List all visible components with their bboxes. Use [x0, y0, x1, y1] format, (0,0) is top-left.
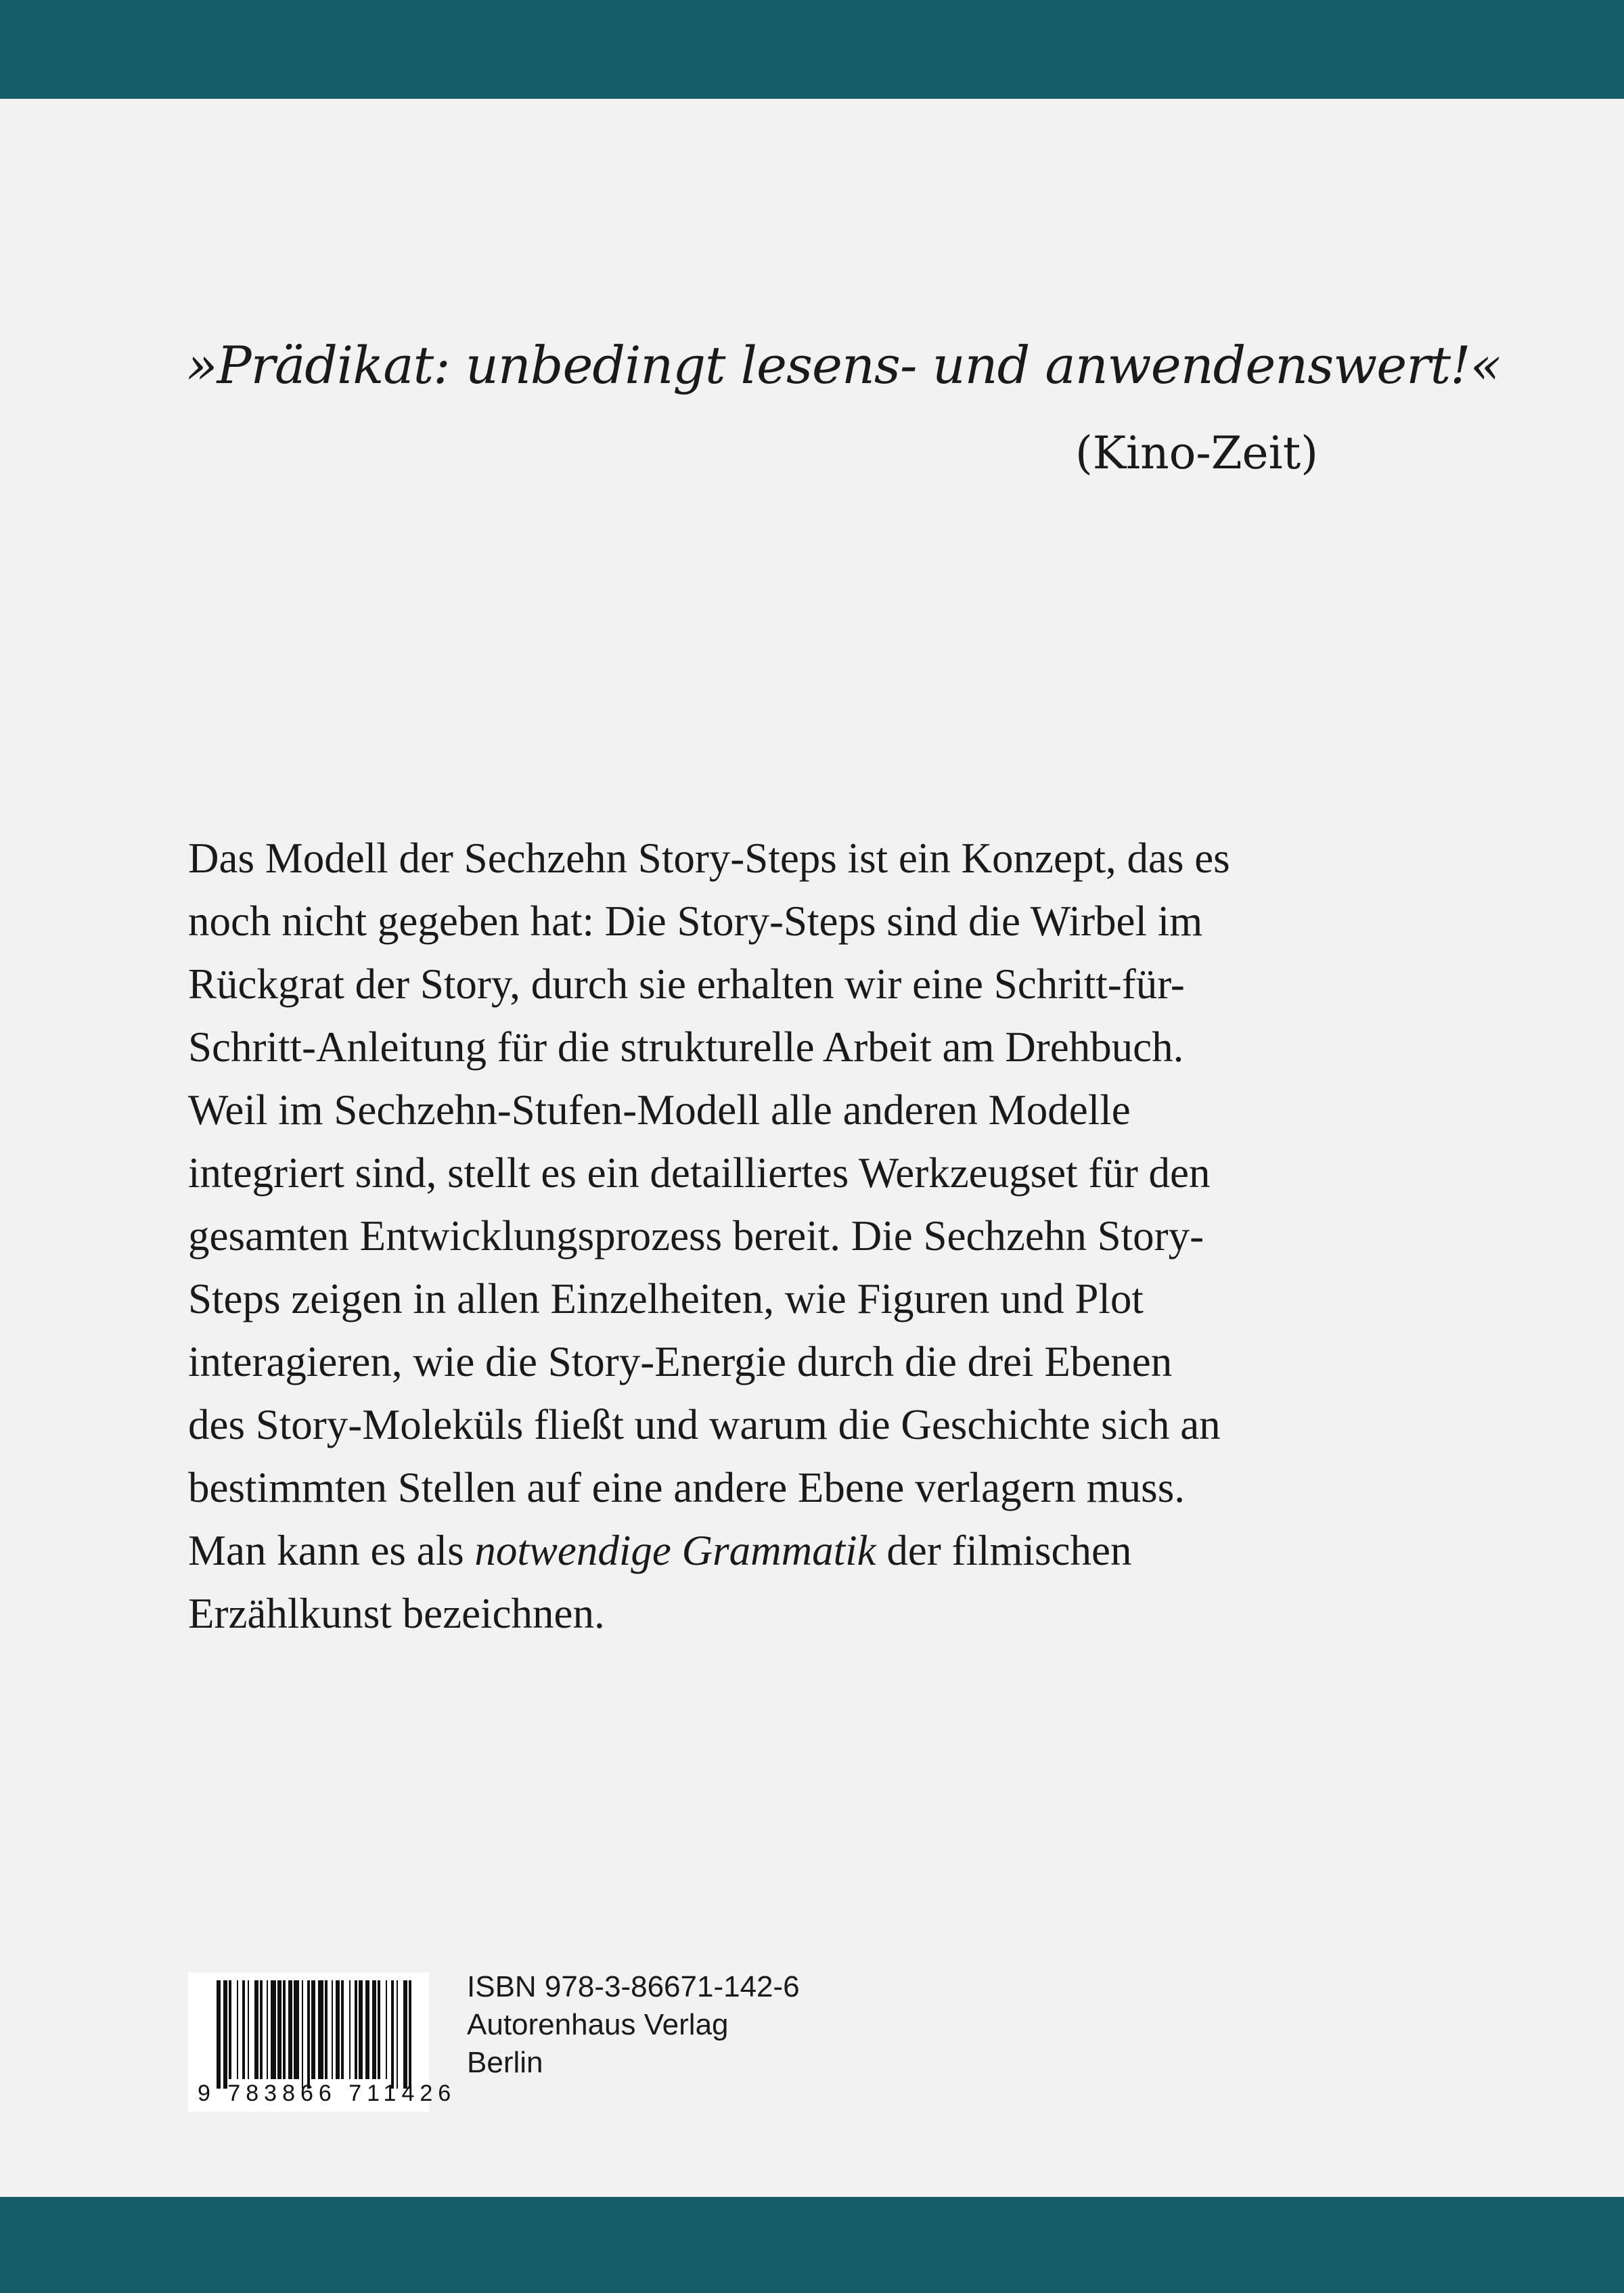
blurb-line: des Story-Moleküls fließt und warum die Geschichte sich an: [188, 1401, 1221, 1448]
publisher-name: Autorenhaus Verlag: [467, 2008, 729, 2041]
barcode-bar: [288, 1980, 292, 2079]
blurb-line: [188, 1519, 1352, 1582]
barcode-bar: [237, 1980, 238, 2079]
barcode-bar: [302, 1980, 303, 2089]
blurb-line: Das Modell der Sechzehn Story-Steps ist ein Konzept, das es: [188, 834, 1230, 882]
review-source: (Kino-Zeit): [1075, 427, 1318, 479]
top-color-band: [0, 0, 1624, 99]
barcode-bar: [229, 1980, 231, 2079]
blurb-text: [188, 827, 1352, 1645]
barcode-bar: [397, 1980, 398, 2089]
blurb-text-segment: der filmischen: [876, 1527, 1132, 1574]
barcode-bar: [217, 1980, 221, 2089]
blurb-line: integriert sind, stellt es ein detailliertes Werkzeugset für den: [188, 1149, 1211, 1197]
barcode-bar: [294, 1980, 299, 2079]
barcode-bar: [283, 1980, 286, 2079]
publisher-info: [467, 1968, 800, 2082]
barcode-bar: [267, 1980, 268, 2079]
blurb-line: Erzählkunst bezeichnen.: [188, 1590, 605, 1637]
barcode-bar: [409, 1980, 411, 2089]
barcode-bar: [372, 1980, 376, 2079]
barcode-bar: [260, 1980, 263, 2079]
blurb-line: gesamten Entwicklungsprozess bereit. Die Sechzehn Story-: [188, 1212, 1204, 1260]
barcode-bar: [391, 1980, 394, 2089]
barcode-bar: [277, 1980, 281, 2079]
barcode-bar: [223, 1980, 227, 2089]
blurb-line: Schritt-Anleitung für die strukturelle Arbeit am Drehbuch.: [188, 1023, 1184, 1071]
barcode-bar: [271, 1980, 276, 2079]
barcode-bar: [359, 1980, 363, 2079]
barcode: [188, 1972, 457, 2112]
blurb-line: bestimmten Stellen auf eine andere Ebene verlagern muss.: [188, 1464, 1185, 1511]
barcode-bar: [332, 1980, 333, 2079]
barcode-bar: [386, 1980, 387, 2079]
barcode-bar: [365, 1980, 369, 2079]
review-quote: »Prädikat: unbedingt lesens- und anwendenswert!«: [186, 335, 1502, 395]
barcode-bar: [341, 1980, 344, 2079]
blurb-text-segment: Man kann es als: [188, 1527, 475, 1574]
blurb-line: interagieren, wie die Story-Energie durch die drei Ebenen: [188, 1338, 1173, 1385]
barcode-bar: [325, 1980, 328, 2079]
blurb-line: Rückgrat der Story, durch sie erhalten wir eine Schritt-für-: [188, 960, 1185, 1008]
barcode-bar: [318, 1980, 323, 2079]
isbn: ISBN 978-3-86671-142-6: [467, 1970, 800, 2003]
barcode-bar: [403, 1980, 407, 2089]
barcode-bar: [355, 1980, 357, 2079]
publisher-city: Berlin: [467, 2046, 543, 2079]
barcode-bar: [307, 1980, 310, 2089]
blurb-line: noch nicht gegeben hat: Die Story-Steps sind die Wirbel im: [188, 897, 1203, 945]
barcode-bar: [254, 1980, 258, 2079]
blurb-emphasis: notwendige Grammatik: [474, 1527, 876, 1574]
barcode-digits: 9 783866 711426: [198, 2080, 457, 2106]
bottom-color-band: [0, 2197, 1624, 2293]
barcode-bar: [311, 1980, 315, 2079]
blurb-line: Steps zeigen in allen Einzelheiten, wie Figuren und Plot: [188, 1275, 1144, 1322]
barcode-bar: [242, 1980, 245, 2079]
barcode-bar: [336, 1980, 340, 2079]
barcode-bar: [378, 1980, 380, 2079]
barcode-bar: [248, 1980, 249, 2079]
blurb-line: Weil im Sechzehn-Stufen-Modell alle anderen Modelle: [188, 1086, 1131, 1134]
barcode-bar: [349, 1980, 351, 2079]
